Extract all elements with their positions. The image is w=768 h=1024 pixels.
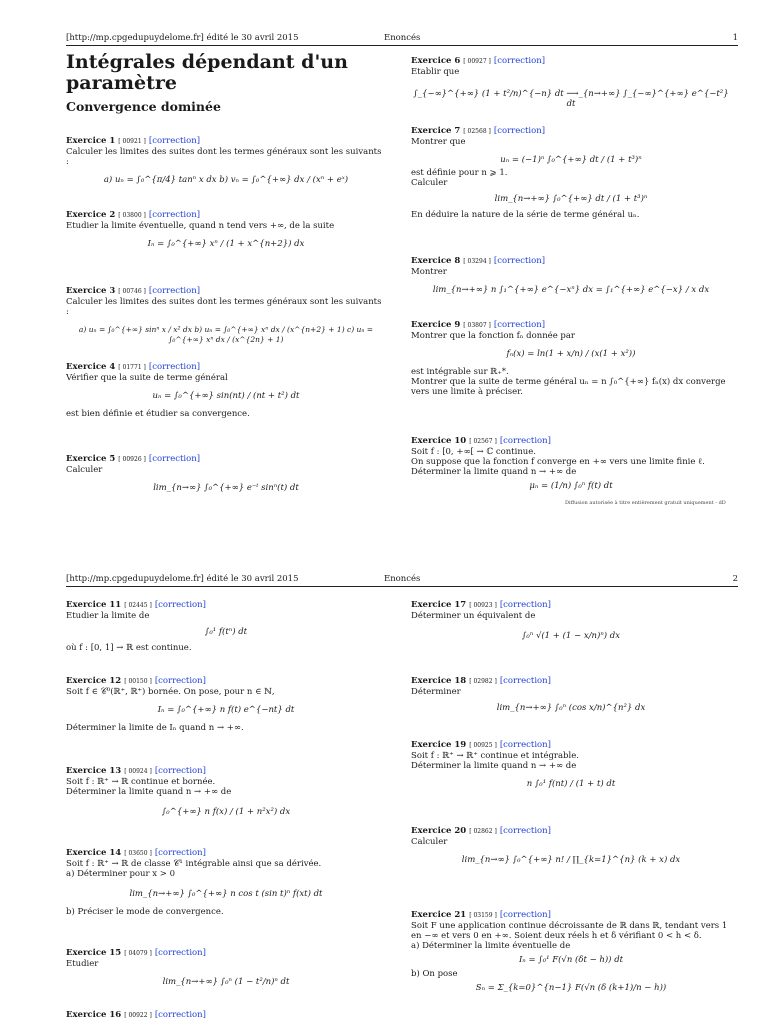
page-header — [66, 572, 738, 587]
exercise-6 — [411, 56, 731, 112]
right-column — [411, 56, 731, 512]
correction-link[interactable]: [correction] — [493, 320, 546, 330]
exercise-11 — [66, 600, 386, 653]
formula: ∫₀¹ f(tⁿ) dt — [204, 627, 248, 637]
exercise-9 — [411, 320, 731, 397]
formula-2: lim_{n→+∞} ∫₀^{+∞} dt / (1 + t³)ⁿ — [494, 194, 648, 204]
correction-link[interactable]: [correction] — [154, 1010, 206, 1020]
correction-link[interactable]: [correction] — [499, 436, 551, 446]
exercise-text: Etudier — [66, 959, 99, 969]
exercise-title: Exercice 10 — [411, 436, 467, 446]
exercise-text-2: b) On pose — [411, 969, 458, 979]
correction-link[interactable]: [correction] — [493, 56, 546, 66]
header-section: Enoncés — [384, 574, 421, 584]
exercise-19 — [411, 740, 731, 792]
exercise-code: [ 00927 ] — [463, 58, 491, 65]
exercise-code: [ 00926 ] — [118, 456, 146, 463]
exercise-title: Exercice 1 — [66, 136, 116, 146]
exercise-code: [ 00921 ] — [118, 138, 146, 145]
formula: μₙ = (1/n) ∫₀ⁿ f(t) dt — [529, 481, 613, 491]
exercise-5 — [66, 454, 386, 496]
exercise-code: [ 00746 ] — [118, 288, 146, 295]
exercise-2 — [66, 210, 386, 252]
header-url: [http://mp.cpgedupuydelome.fr] édité le 30 avril 2015 — [66, 33, 299, 43]
exercise-text: Calculer — [411, 837, 448, 847]
exercise-text-3: En déduire la nature de la série de terme général uₙ. — [411, 210, 640, 220]
exercise-title: Exercice 5 — [66, 454, 116, 464]
exercise-title: Exercice 18 — [411, 676, 467, 686]
exercise-title: Exercice 11 — [66, 600, 122, 610]
exercise-text: Déterminer — [411, 687, 461, 697]
formula: n ∫₀¹ f(nt) / (1 + t) dt — [526, 779, 616, 789]
correction-link[interactable]: [correction] — [499, 826, 551, 836]
exercise-code: [ 03650 ] — [124, 850, 152, 857]
exercise-text: Soit f : ℝ⁺ → ℝ de classe 𝒞¹ intégrable ainsi que sa dérivée. a) Déterminer pour x > 0 — [66, 859, 322, 879]
exercise-20 — [411, 826, 731, 868]
exercise-15 — [66, 948, 386, 990]
exercise-8 — [411, 256, 731, 298]
correction-link[interactable]: [correction] — [148, 136, 201, 146]
exercise-text-2: Déterminer la limite de Iₙ quand n → +∞. — [66, 723, 244, 733]
section-title: Convergence dominée — [66, 99, 221, 114]
exercise-title: Exercice 16 — [66, 1010, 122, 1020]
exercise-1 — [66, 136, 386, 188]
formula: uₙ = ∫₀^{+∞} sin(nt) / (nt + t²) dt — [152, 391, 300, 401]
exercise-title: Exercice 12 — [66, 676, 122, 686]
formula: Iₙ = ∫₀¹ F(√n (δt − h)) dt — [518, 955, 624, 965]
page-number: 2 — [732, 574, 738, 584]
exercise-code: [ 00150 ] — [124, 678, 152, 685]
correction-link[interactable]: [correction] — [154, 948, 206, 958]
correction-link[interactable]: [correction] — [499, 600, 551, 610]
exercise-code: [ 04079 ] — [124, 950, 152, 957]
formula: a) uₙ = ∫₀^{+∞} sinⁿ x / x² dx b) uₙ = ∫₀^{+∞} xⁿ dx / (x^{n+2} + 1) c) uₙ = ∫₀^{+∞} xⁿ dx / (x^{2n} + 1) — [78, 325, 374, 344]
exercise-title: Exercice 7 — [411, 126, 461, 136]
correction-link[interactable]: [correction] — [148, 454, 201, 464]
correction-link[interactable]: [correction] — [154, 766, 206, 776]
exercise-title: Exercice 9 — [411, 320, 461, 330]
header-url: [http://mp.cpgedupuydelome.fr] édité le 30 avril 2015 — [66, 574, 299, 584]
correction-link[interactable]: [correction] — [493, 126, 546, 136]
exercise-code: [ 03294 ] — [463, 258, 491, 265]
exercise-code: [ 00925 ] — [469, 742, 497, 749]
exercise-code: [ 02445 ] — [124, 602, 152, 609]
exercise-text-2: est bien définie et étudier sa convergence. — [66, 409, 250, 419]
exercise-16 — [66, 1010, 386, 1021]
formula: lim_{n→+∞} ∫₀^{+∞} n cos t (sin t)ⁿ f(xt) dt — [129, 889, 323, 899]
correction-link[interactable]: [correction] — [148, 210, 201, 220]
exercise-text-2: est intégrable sur ℝ₊*. Montrer que la suite de terme général uₙ = n ∫₀^{+∞} fₙ(x) dx converge vers une limite à préciser. — [411, 367, 726, 397]
exercise-text: Soit f : ℝ⁺ → ℝ⁺ continue et intégrable. Déterminer la limite quand n → +∞ de — [411, 751, 579, 771]
exercise-17 — [411, 600, 731, 644]
exercise-text: Montrer — [411, 267, 447, 277]
left-column — [66, 52, 386, 512]
exercise-title: Exercice 8 — [411, 256, 461, 266]
exercise-text: Soit f : [0, +∞[ → ℂ continue. On suppose que la fonction f converge en +∞ vers une limite finie ℓ. Déterminer la limite quand n → +∞ de — [411, 447, 705, 477]
exercise-code: [ 02862 ] — [469, 828, 497, 835]
correction-link[interactable]: [correction] — [148, 286, 201, 296]
exercise-7 — [411, 126, 731, 220]
exercise-title: Exercice 13 — [66, 766, 122, 776]
exercise-code: [ 01771 ] — [118, 364, 146, 371]
exercise-code: [ 02568 ] — [463, 128, 491, 135]
exercise-text: Soit f ∈ 𝒞⁰(ℝ⁺, ℝ⁺) bornée. On pose, pour n ∈ ℕ, — [66, 687, 275, 697]
exercise-text: Calculer les limites des suites dont les termes généraux sont les suivants : — [66, 147, 382, 167]
exercise-text: Calculer les limites des suites dont les termes généraux sont les suivants : — [66, 297, 382, 317]
exercise-title: Exercice 19 — [411, 740, 467, 750]
exercise-code: [ 02982 ] — [469, 678, 497, 685]
exercise-title: Exercice 15 — [66, 948, 122, 958]
exercise-code: [ 00923 ] — [469, 602, 497, 609]
exercise-text: Etudier la limite éventuelle, quand n tend vers +∞, de la suite — [66, 221, 335, 231]
correction-link[interactable]: [correction] — [148, 362, 201, 372]
formula: lim_{n→+∞} ∫₀ⁿ (cos x/n)^{n²} dx — [496, 703, 646, 713]
exercise-text-2: est définie pour n ⩾ 1. Calculer — [411, 168, 508, 188]
page-footer: Diffusion autorisée à titre entièrement gratuit uniquement - dD — [565, 500, 726, 506]
page-title: Intégrales dépendant d'un paramètre — [66, 51, 348, 94]
exercise-text: Etablir que — [411, 67, 460, 77]
right-column — [411, 600, 731, 1024]
formula: fₙ(x) = ln(1 + x/n) / (x(1 + x²)) — [506, 349, 636, 359]
correction-link[interactable]: [correction] — [154, 600, 206, 610]
page-header — [66, 31, 738, 46]
exercise-title: Exercice 14 — [66, 848, 122, 858]
correction-link[interactable]: [correction] — [499, 910, 551, 920]
exercise-text-2: b) Préciser le mode de convergence. — [66, 907, 224, 917]
correction-link[interactable]: [correction] — [154, 848, 206, 858]
exercise-21 — [411, 910, 731, 996]
exercise-3 — [66, 286, 386, 348]
exercise-text-2: où f : [0, 1] → ℝ est continue. — [66, 643, 192, 653]
exercise-12 — [66, 676, 386, 733]
exercise-title: Exercice 21 — [411, 910, 467, 920]
exercise-text: Déterminer un équivalent de — [411, 611, 536, 621]
exercise-14 — [66, 848, 386, 917]
formula: uₙ = (−1)ⁿ ∫₀^{+∞} dt / (1 + t³)ⁿ — [500, 155, 642, 165]
exercise-title: Exercice 17 — [411, 600, 467, 610]
exercise-13 — [66, 766, 386, 820]
header-section: Enoncés — [384, 33, 421, 43]
formula: lim_{n→∞} ∫₀^{+∞} n! / ∏_{k=1}^{n} (k + x) dx — [461, 855, 681, 865]
exercise-10 — [411, 436, 731, 494]
correction-link[interactable]: [correction] — [493, 256, 546, 266]
exercise-title: Exercice 20 — [411, 826, 467, 836]
exercise-text: Soit F une application continue décroissante de ℝ dans ℝ, tendant vers 1 en −∞ et vers 0 en +∞. Soient deux réels h et δ vérifiant 0 < h < δ. a) Déterminer la limite éventuelle de — [411, 921, 728, 951]
exercise-title: Exercice 4 — [66, 362, 116, 372]
formula: ∫_{−∞}^{+∞} (1 + t²/n)^{−n} dt ⟶_{n→+∞} ∫_{−∞}^{+∞} e^{−t²} dt — [413, 89, 729, 109]
left-column — [66, 600, 386, 1024]
page-2 — [0, 568, 768, 1024]
correction-link[interactable]: [correction] — [499, 740, 551, 750]
correction-link[interactable]: [correction] — [154, 676, 206, 686]
exercise-title: Exercice 6 — [411, 56, 461, 66]
exercise-4 — [66, 362, 386, 419]
exercise-text: Montrer que — [411, 137, 466, 147]
exercise-title: Exercice 3 — [66, 286, 116, 296]
formula: ∫₀ⁿ √(1 + (1 − x/n)ⁿ) dx — [521, 631, 621, 641]
exercise-18 — [411, 676, 731, 716]
correction-link[interactable]: [correction] — [499, 676, 551, 686]
formula: ∫₀^{+∞} n f(x) / (1 + n²x²) dx — [161, 807, 291, 817]
exercise-code: [ 03800 ] — [118, 212, 146, 219]
exercise-code: [ 02567 ] — [469, 438, 497, 445]
formula: lim_{n→∞} ∫₀^{+∞} e⁻ᵗ sinⁿ(t) dt — [153, 483, 299, 493]
formula: a) uₙ = ∫₀^{π/4} tanⁿ x dx b) vₙ = ∫₀^{+∞} dx / (xⁿ + eˣ) — [103, 175, 349, 185]
exercise-text: Etudier la limite de — [66, 611, 150, 621]
exercise-text: Soit f : ℝ⁺ → ℝ continue et bornée. Déterminer la limite quand n → +∞ de — [66, 777, 232, 797]
formula: Iₙ = ∫₀^{+∞} xⁿ / (1 + x^{n+2}) dx — [147, 239, 305, 249]
exercise-title: Exercice 2 — [66, 210, 116, 220]
formula: lim_{n→+∞} ∫₀ⁿ (1 − t²/n)ⁿ dt — [162, 977, 290, 987]
exercise-code: [ 03807 ] — [463, 322, 491, 329]
exercise-code: [ 00922 ] — [124, 1012, 152, 1019]
formula: lim_{n→+∞} n ∫₁^{+∞} e^{−xⁿ} dx = ∫₁^{+∞} e^{−x} / x dx — [432, 285, 710, 295]
exercise-code: [ 00924 ] — [124, 768, 152, 775]
page-number: 1 — [732, 33, 738, 43]
exercise-text: Montrer que la fonction fₙ donnée par — [411, 331, 575, 341]
formula-2: Sₙ = Σ_{k=0}^{n−1} F(√n (δ (k+1)/n − h)) — [475, 983, 667, 993]
exercise-text: Calculer — [66, 465, 103, 475]
exercise-text: Vérifier que la suite de terme général — [66, 373, 228, 383]
exercise-code: [ 03159 ] — [469, 912, 497, 919]
formula: Iₙ = ∫₀^{+∞} n f(t) e^{−nt} dt — [157, 705, 295, 715]
